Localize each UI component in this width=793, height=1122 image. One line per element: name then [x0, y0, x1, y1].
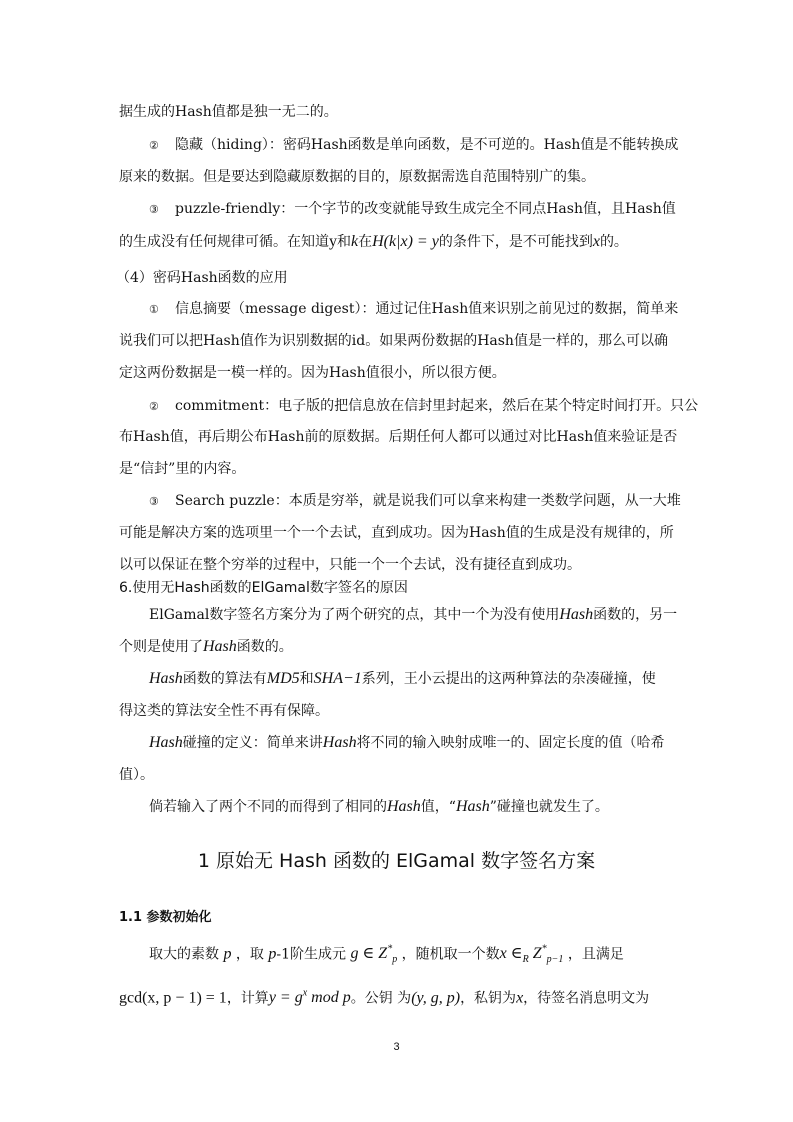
math-var: Hash — [203, 638, 237, 655]
text: 函数的。 — [236, 639, 293, 655]
math-var: Hash — [149, 734, 183, 751]
text: 得这类的算法安全性不再有保障。 — [119, 703, 329, 719]
text: 是“信封”里的内容。 — [119, 461, 246, 477]
chapter-title: 1 原始无 Hash 函数的 ElGamal 数字签名方案 — [197, 850, 596, 872]
text: 取大的素数 — [149, 946, 219, 963]
text-line — [119, 167, 679, 189]
text: 碰撞的定义：简单来讲 — [182, 735, 323, 751]
math-var: Hash — [149, 670, 183, 687]
text-line — [149, 733, 679, 755]
math-var: Hash — [322, 734, 357, 751]
text-line — [149, 940, 679, 966]
math-equation: (y, g, p) — [411, 989, 461, 1007]
item-number: ③ — [149, 495, 159, 508]
text: puzzle-friendly：一个字节的改变就能导致生成完全不同点Hash值，且Hash值 — [175, 201, 676, 217]
math-var: x ∈ — [499, 945, 523, 963]
text-line — [119, 363, 679, 385]
text: 系列，王小云提出的这两种算法的杂凑碰撞，使 — [361, 671, 656, 687]
math-var: mod p — [307, 989, 351, 1007]
text-line — [119, 232, 679, 254]
math-group — [269, 989, 351, 1006]
text: 布Hash值，再后期公布Hash前的原数据。后期任何人都可以通过对比Hash值来验证是否 — [119, 429, 678, 445]
text-line — [119, 102, 679, 124]
math-var: MD5 — [266, 670, 300, 687]
math-var: Z — [532, 945, 542, 963]
text: 和 — [337, 234, 351, 250]
text: 个则是使用了 — [119, 639, 203, 655]
text: 。公钥 为 — [350, 990, 412, 1007]
page-number: 3 — [393, 1041, 400, 1053]
text: 值，“ — [420, 799, 456, 815]
math-var: y — [329, 233, 337, 250]
text: 和 — [299, 671, 314, 687]
math-group — [350, 944, 398, 966]
text-line — [149, 605, 679, 627]
math-var: x — [592, 233, 600, 250]
math-var: Hash — [559, 606, 594, 623]
math-var: g ∈ Z — [350, 945, 388, 963]
text: 信息摘要（message digest）：通过记住Hash值来识别之前见过的数据，简单来 — [175, 301, 679, 317]
math-var: Hash — [387, 798, 421, 815]
section-heading — [119, 578, 679, 600]
list-item — [149, 396, 699, 418]
text: Search puzzle：本质是穷举，就是说我们可以拿来构建一类数学问题，从一大堆 — [175, 493, 681, 509]
item-number: ① — [149, 303, 159, 316]
text-line — [149, 797, 679, 819]
text: ，计算 — [226, 990, 269, 1007]
math-var: Hash — [455, 798, 490, 815]
math-sup: * — [387, 944, 393, 955]
item-number: ③ — [149, 203, 159, 216]
text: 隐藏（hiding）：密码Hash函数是单向函数，是不可逆的。Hash值是不能转换成 — [175, 137, 679, 153]
text: 可能是解决方案的选项里一个一个去试，直到成功。因为Hash值的生成是没有规律的，所 — [119, 525, 674, 541]
math-var: SHA−1 — [313, 670, 362, 687]
section-heading: 1.1 参数初始化 — [119, 910, 212, 925]
text-line — [119, 459, 679, 481]
text-line — [149, 669, 679, 691]
text: 以可以保证在整个穷举的过程中，只能一个一个去试，没有捷径直到成功。 — [119, 557, 581, 573]
text: 的条件下，是不可能找到 — [438, 234, 593, 250]
math-var: k — [351, 233, 359, 250]
math-sub: p — [392, 954, 398, 966]
list-item — [149, 135, 679, 157]
text: 说我们可以把Hash值作为识别数据的id。如果两份数据的Hash值是一样的，那么可以确 — [119, 333, 668, 349]
text: 原来的数据。但是要达到隐藏原数据的目的，原数据需选自范围特别广的集。 — [119, 169, 595, 185]
text-line — [119, 331, 679, 353]
text: ，待签名消息明文为 — [523, 990, 650, 1007]
text: 函数的算法有 — [182, 671, 267, 687]
text-line — [119, 427, 679, 449]
text-line — [119, 765, 679, 787]
math-sub: R — [522, 954, 529, 966]
math-sup: x — [302, 988, 308, 999]
text: ，取 — [235, 946, 264, 963]
text-line — [119, 555, 679, 577]
math-equation: gcd(x, p − 1) = 1 — [119, 989, 227, 1007]
item-number: ② — [149, 139, 159, 152]
math-var: p — [268, 945, 277, 963]
list-item — [149, 491, 679, 513]
item-number: ② — [149, 400, 159, 413]
text: 倘若输入了两个不同的而得到了相同的 — [149, 799, 387, 815]
text: ，随机取一个数 — [401, 946, 500, 963]
text: 6.使用无Hash函数的ElGamal数字签名的原因 — [119, 580, 408, 596]
text: commitment：电子版的把信息放在信封里封起来，然后在某个特定时间打开。只公 — [175, 398, 699, 414]
text-line — [119, 701, 679, 723]
text: 将不同的输入映射成唯一的、固定长度的值（哈希 — [356, 735, 665, 751]
text: ”碰撞也就发生了。 — [489, 799, 609, 815]
math-sub: p−1 — [546, 954, 564, 966]
text: （4）密码Hash函数的应用 — [116, 270, 288, 286]
subheading — [116, 268, 676, 290]
text: -1阶生成元 — [276, 946, 346, 963]
text: 在 — [358, 234, 373, 250]
text: ElGamal数字签名方案分为了两个研究的点，其中一个为没有使用 — [149, 607, 560, 623]
math-group — [499, 944, 564, 966]
math-var: y = g — [268, 989, 303, 1007]
text-line — [119, 523, 679, 545]
math-sup: * — [541, 944, 547, 955]
math-var: p — [223, 945, 232, 963]
text: 定这两份数据是一模一样的。因为Hash值很小，所以很方便。 — [119, 365, 506, 381]
text: ，私钥为 — [460, 990, 517, 1007]
list-item — [149, 299, 679, 321]
text: ，且满足 — [567, 946, 624, 963]
text: 函数的，另一 — [593, 607, 678, 623]
text: 的。 — [599, 234, 628, 250]
text-line — [119, 637, 679, 659]
text-line — [119, 984, 679, 1006]
text: 的生成没有任何规律可循。在知道 — [119, 234, 329, 250]
list-item — [149, 199, 679, 221]
text: 值）。 — [119, 767, 154, 783]
math-equation: H(k|x) = y — [372, 233, 439, 250]
math-var: x — [516, 989, 524, 1007]
text: 据生成的Hash值都是独一无二的。 — [119, 104, 338, 120]
